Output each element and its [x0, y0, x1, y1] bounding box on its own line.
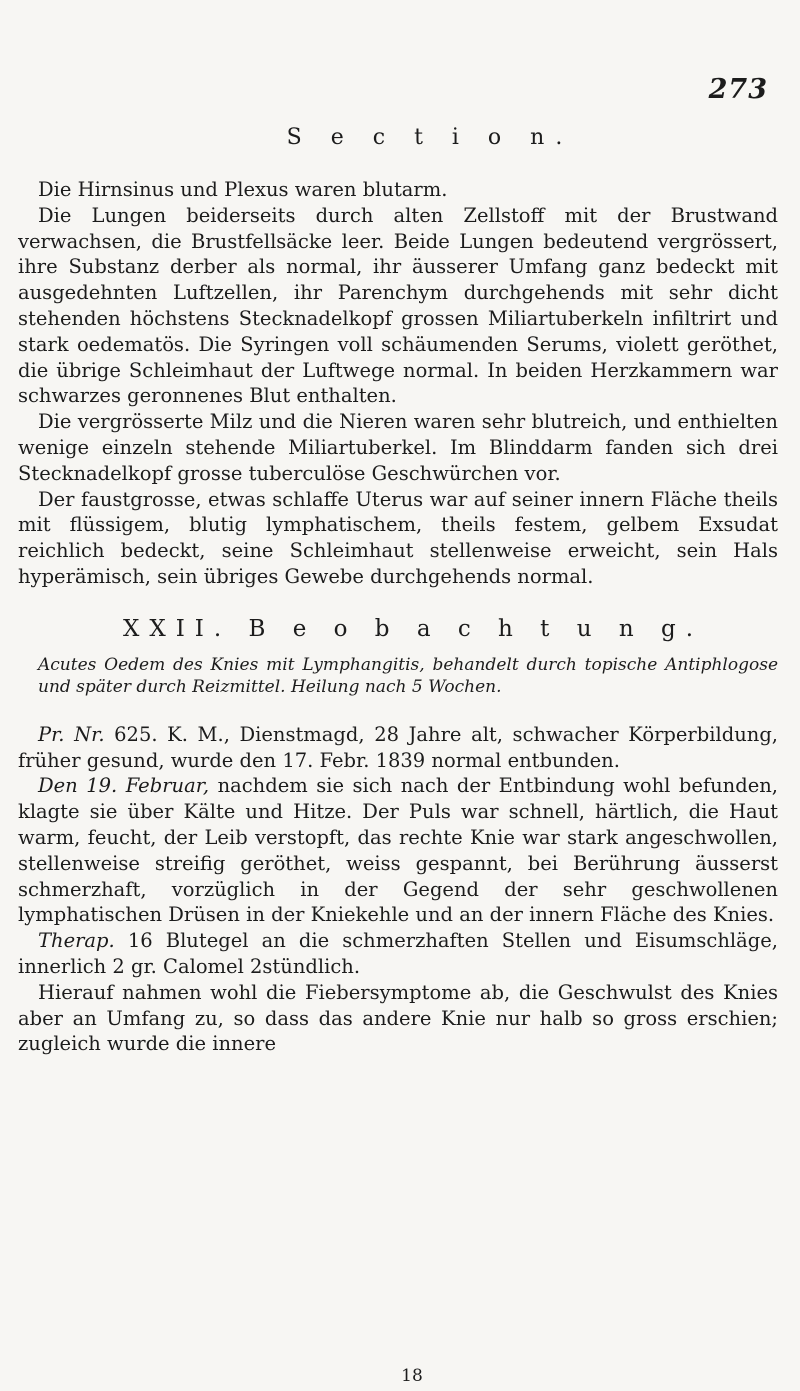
page-number: 273: [708, 74, 768, 105]
section-paragraph: Die vergrösserte Milz und die Nieren waren sehr blutreich, und enthielten wenige einzeln stehende Miliartuberkel. Im Blinddarm fanden sich drei Stecknadelkopf grosse tuberculöse Geschwürchen vor.: [18, 410, 778, 485]
case-paragraph-text: Hierauf nahmen wohl die Fiebersymptome ab, die Geschwulst des Knies aber an Umfang zu, so dass das andere Knie nur halb so gross erschien; zugleich wurde die innere: [18, 980, 778, 1056]
page-body: [18, 177, 778, 1057]
case-paragraph-lead: Den 19. Februar,: [38, 774, 210, 798]
case-paragraph-lead: Therap.: [38, 929, 115, 953]
observation-heading: XXII. B e o b a c h t u n g.: [122, 615, 704, 642]
case-paragraph: [18, 773, 778, 928]
case-paragraph-text: nachdem sie sich nach der Entbindung wohl befunden, klagte sie über Kälte und Hitze. Der Puls war schnell, härtlich, die Haut warm, feucht, der Leib verstopft, das rechte Knie war stark angeschwollen, stellenweise streifig geröthet, weiss gespannt, bei Berührung äusserst schmerzhaft, vorzüglich in der Gegend der sehr geschwollenen lymphatischen Drüsen in der Kniekehle und an der innern Fläche des Knies.: [18, 774, 779, 927]
section-heading: S e c t i o n.: [286, 125, 574, 150]
observation-subtitle: Acutes Oedem des Knies mit Lymphangitis, behandelt durch topische Antiphlogose und später durch Reizmittel. Heilung nach 5 Wochen.: [38, 654, 778, 697]
case-paragraph-text: 16 Blutegel an die schmerzhaften Stellen und Eisumschläge, innerlich 2 gr. Calomel 2stündlich.: [18, 929, 778, 978]
signature-mark: 18: [401, 1366, 423, 1386]
case-paragraph-lead: Pr. Nr.: [38, 722, 105, 746]
case-paragraph-text: 625. K. M., Dienstmagd, 28 Jahre alt, schwacher Körperbildung, früher gesund, wurde den 17. Febr. 1839 normal entbunden.: [18, 722, 778, 772]
section-paragraph: Der faustgrosse, etwas schlaffe Uterus war auf seiner innern Fläche theils mit flüssigem, blutig lymphatischem, theils festem, gelbem Exsudat reichlich bedeckt, seine Schleimhaut stellenweise erweicht, sein Hals hyperämisch, sein übriges Gewebe durchgehends normal.: [18, 487, 778, 588]
case-paragraph: [18, 980, 778, 1057]
case-paragraph: [18, 722, 778, 774]
section-paragraph: Die Lungen beiderseits durch alten Zellstoff mit der Brustwand verwachsen, die Brustfellsäcke leer. Beide Lungen bedeutend vergrössert, ihre Substanz derber als normal, ihr äusserer Umfang ganz bedeckt mit ausgedehnten Luftzellen, ihr Parenchym durchgehends mit sehr dicht stehenden höchstens Stecknadelkopf grossen Miliartuberkeln infiltrirt und stark oedematös. Die Syringen voll schäumenden Serums, violett geröthet, die übrige Schleimhaut der Luftwege normal. In beiden Herzkammern war schwarzes geronnenes Blut enthalten.: [18, 203, 778, 408]
case-paragraph: [18, 928, 778, 980]
section-paragraph: Die Hirnsinus und Plexus waren blutarm.: [38, 178, 448, 201]
